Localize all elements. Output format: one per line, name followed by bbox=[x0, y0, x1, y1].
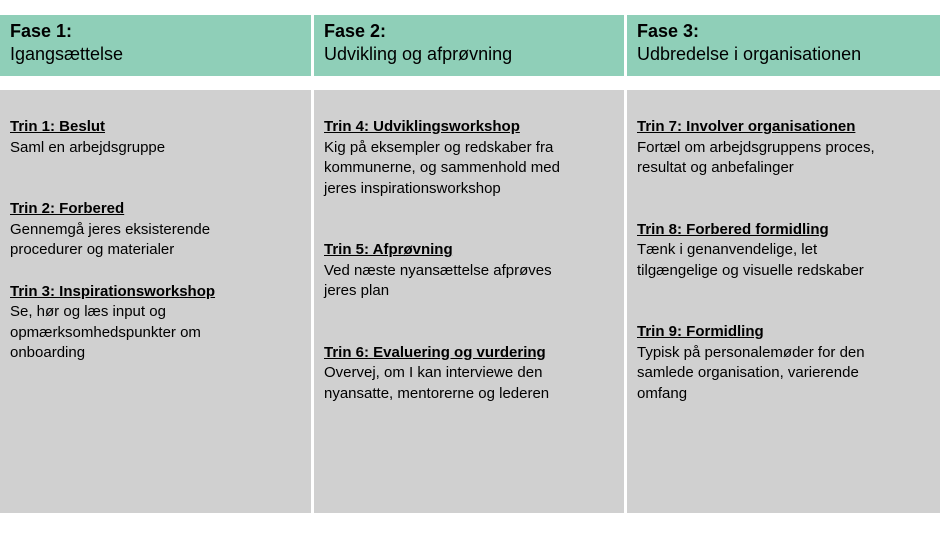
phase-body-3 bbox=[627, 90, 940, 513]
step-description: Overvej, om I kan interviewe den nyansatte, mentorerne og lederen bbox=[324, 364, 550, 402]
step-title: Trin 2: Forbered bbox=[10, 200, 125, 217]
step-description: Fortæl om arbejdsgruppens proces, resultat og anbefalinger bbox=[637, 138, 875, 176]
step-title: Trin 3: Inspirationsworkshop bbox=[10, 282, 216, 300]
step-description: Tænk i genanvendelige, let tilgængelige og visuelle redskaber bbox=[637, 241, 864, 279]
phase-header-3 bbox=[627, 15, 940, 76]
phase-name: Igangsættelse bbox=[10, 44, 124, 64]
step-title: Trin 6: Evaluering og vurdering bbox=[324, 343, 546, 361]
step-description: Se, hør og læs input og opmærksomhedspunkter om onboarding bbox=[10, 303, 201, 361]
phase-body-1 bbox=[0, 90, 311, 513]
step-title: Trin 4: Udviklingsworkshop bbox=[324, 118, 520, 135]
phase-header-2 bbox=[314, 15, 624, 76]
step-2 bbox=[10, 199, 311, 261]
phase-label: Fase 2: bbox=[324, 21, 387, 41]
header-separator bbox=[627, 76, 940, 90]
step-description: Ved næste nyansættelse afprøves jeres plan bbox=[324, 261, 552, 299]
phase-name: Udvikling og afprøvning bbox=[324, 44, 513, 64]
phase-name: Udbredelse i organisationen bbox=[637, 44, 862, 64]
header-separator bbox=[0, 76, 311, 90]
step-title: Trin 9: Formidling bbox=[637, 323, 764, 340]
step-7 bbox=[637, 117, 940, 179]
step-8 bbox=[637, 220, 940, 282]
step-title: Trin 7: Involver organisationen bbox=[637, 118, 856, 135]
step-1 bbox=[10, 117, 311, 158]
step-title: Trin 5: Afprøvning bbox=[324, 241, 453, 258]
step-description: Saml en arbejdsgruppe bbox=[10, 138, 166, 156]
phase-label: Fase 1: bbox=[10, 21, 73, 41]
phase-body-2 bbox=[314, 90, 624, 513]
phase-header-1 bbox=[0, 15, 311, 76]
step-9 bbox=[637, 322, 940, 404]
step-5 bbox=[324, 240, 624, 302]
phase-label: Fase 3: bbox=[637, 21, 700, 41]
step-title: Trin 1: Beslut bbox=[10, 118, 106, 135]
step-6 bbox=[324, 343, 624, 405]
step-4 bbox=[324, 117, 624, 199]
step-description: Typisk på personalemøder for den samlede organisation, varierende omfang bbox=[637, 343, 865, 402]
header-separator bbox=[314, 76, 624, 90]
step-title: Trin 8: Forbered formidling bbox=[637, 220, 829, 238]
step-3 bbox=[10, 282, 311, 364]
step-description: Kig på eksempler og redskaber fra kommunerne, og sammenhold med jeres inspirationsworkshop bbox=[324, 138, 560, 197]
step-description: Gennemgå jeres eksisterende procedurer og materialer bbox=[10, 220, 211, 258]
